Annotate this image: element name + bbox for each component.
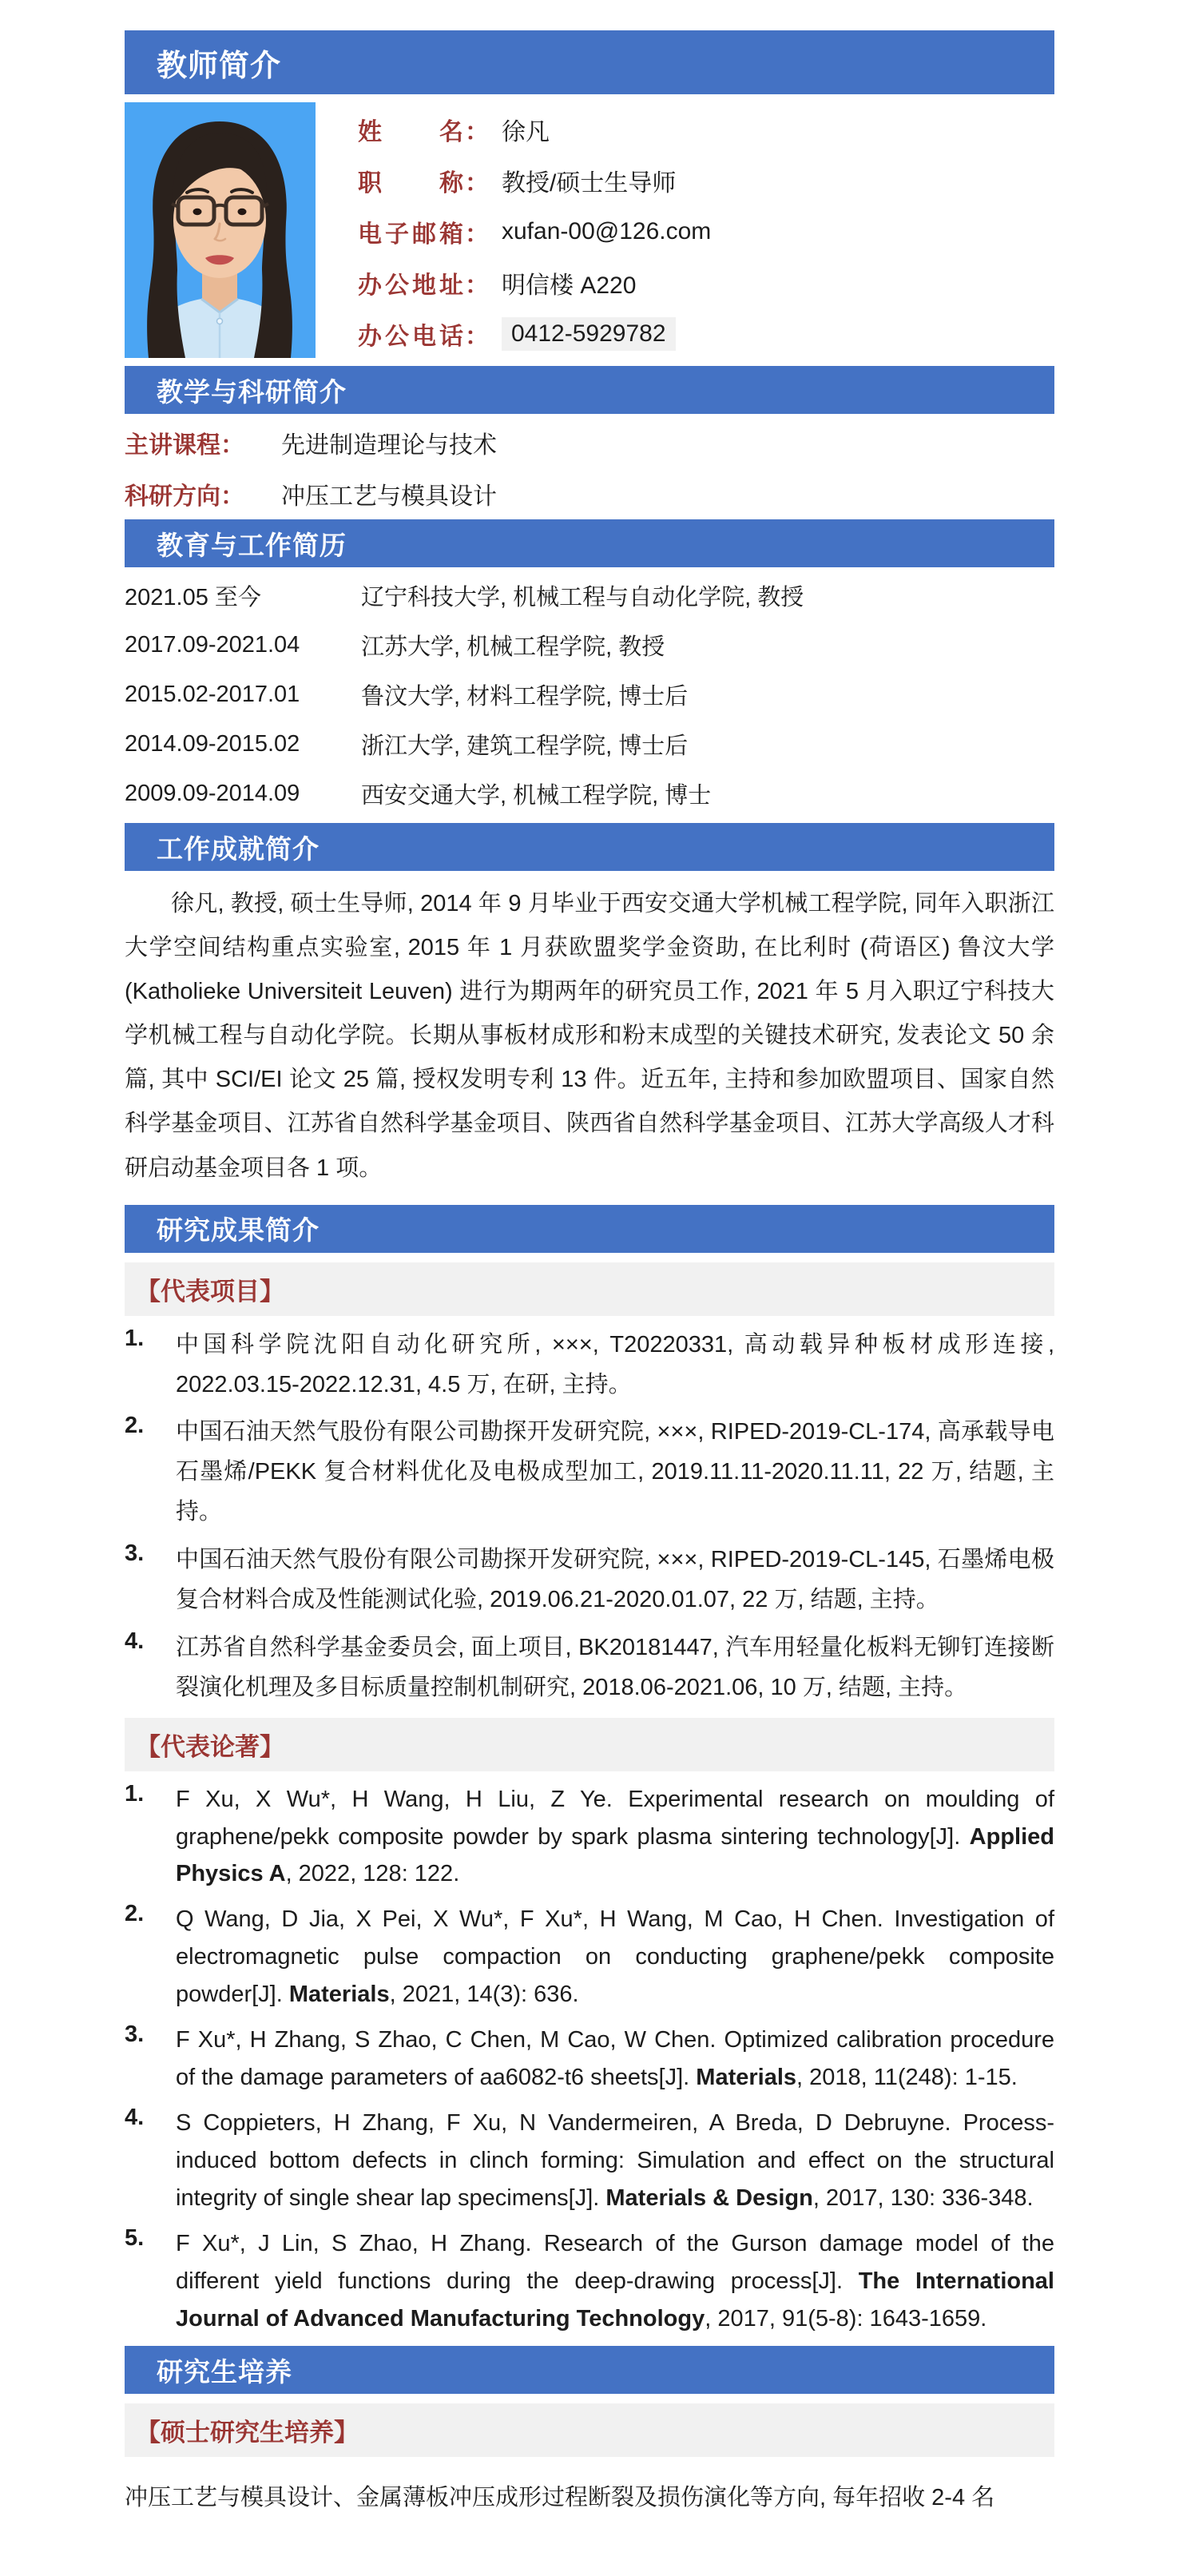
field-value: 0412-5929782 xyxy=(502,317,676,351)
section-title: 研究生培养 xyxy=(157,2356,292,2387)
profile-field-row xyxy=(358,104,711,155)
project-text: 江苏省自然科学基金委员会, 面上项目, BK20181447, 汽车用轻量化板料无铆钉连接断裂演化机理及多目标质量控制机制研究, 2018.06-2021.06, 10 万, 结题, 主持。 xyxy=(176,1634,1054,1700)
field-label: 职称 xyxy=(358,170,463,197)
history-row xyxy=(125,670,1054,719)
publication-text xyxy=(176,2021,1054,2097)
field-value: xufan-00@126.com xyxy=(502,218,712,244)
publications-heading: 【代表论著】 xyxy=(125,1718,1054,1771)
item-number: 1. xyxy=(125,1325,145,1351)
field-label: 办公地址 xyxy=(358,272,463,299)
publication-segment: Q Wang, D Jia, X Pei, X Wu*, F Xu*, H Wang, M Cao, H Chen. Investigation of electromagnetic pulse compaction on conducting graphene/pekk composite powder[J]. xyxy=(176,1906,1054,2008)
portrait-illustration xyxy=(125,102,316,358)
item-number: 3. xyxy=(125,1540,145,1567)
publication-item xyxy=(125,2021,1054,2097)
item-number: 5. xyxy=(125,2225,145,2252)
publication-segment: , 2022, 128: 122. xyxy=(285,1861,460,1887)
item-number: 3. xyxy=(125,2021,145,2048)
field-colon: ： xyxy=(465,221,489,248)
field-label: 姓名 xyxy=(358,119,463,145)
publication-segment: F Xu*, J Lin, S Zhao, H Zhang. Research of the Gurson damage model of the different yield functions during the deep-drawing process[J]. xyxy=(176,2231,1054,2295)
item-number: 2. xyxy=(125,1901,145,1927)
history-row xyxy=(125,719,1054,769)
journal-name: Materials xyxy=(696,2065,797,2091)
projects-heading: 【代表项目】 xyxy=(125,1262,1054,1316)
history-period: 2014.09-2015.02 xyxy=(125,730,300,757)
course-colon: ： xyxy=(220,483,244,510)
history-detail: 西安交通大学, 机械工程学院, 博士 xyxy=(361,782,712,809)
field-value: 教授/硕士生导师 xyxy=(502,170,677,197)
history-period: 2015.02-2017.01 xyxy=(125,681,300,707)
section-title: 教育与工作简历 xyxy=(157,530,347,560)
field-label: 电子邮箱 xyxy=(358,221,463,248)
profile-field-row xyxy=(358,257,711,308)
publication-segment: F Xu*, H Zhang, S Zhao, C Chen, M Cao, W Chen. Optimized calibration procedure of the damage parameters of aa6082-t6 sheets[J]. xyxy=(176,2027,1054,2091)
publication-text xyxy=(176,1901,1054,2013)
profile-field-row xyxy=(358,155,711,206)
graduate-text: 冲压工艺与模具设计、金属薄板冲压成形过程断裂及损伤演化等方向, 每年招收 2-4 名 xyxy=(125,2485,995,2511)
history-period: 2021.05 至今 xyxy=(125,584,261,610)
graduate-subheading: 【硕士研究生培养】 xyxy=(125,2403,1054,2457)
journal-name: Materials xyxy=(288,1982,390,2008)
section-title: 研究成果简介 xyxy=(157,1215,320,1246)
section-header-history xyxy=(125,519,1054,567)
section-graduate xyxy=(125,2346,1054,2520)
section-header-achievement xyxy=(125,823,1054,871)
project-text: 中国科学院沈阳自动化研究所, ×××, T20220331, 高动载异种板材成形连接, 2022.03.15-2022.12.31, 4.5 万, 在研, 主持。 xyxy=(176,1331,1054,1397)
section-teacher xyxy=(125,30,1054,366)
profile-field-row xyxy=(358,206,711,257)
course-row xyxy=(125,417,1054,468)
field-value: 明信楼 A220 xyxy=(502,272,637,299)
history-row xyxy=(125,570,1054,620)
journal-name: The International Journal of Advanced Manufacturing Technology xyxy=(176,2268,1054,2332)
publication-segment: , 2017, 91(5-8): 1643-1659. xyxy=(705,2306,987,2332)
history-period: 2017.09-2021.04 xyxy=(125,631,300,658)
history-period: 2009.09-2014.09 xyxy=(125,780,300,806)
publication-text xyxy=(176,2105,1054,2217)
field-label: 办公电话 xyxy=(358,324,463,350)
profile-field-row xyxy=(358,308,711,360)
field-colon: ： xyxy=(465,324,489,350)
section-title: 教学与科研简介 xyxy=(157,376,347,407)
project-text: 中国石油天然气股份有限公司勘探开发研究院, ×××, RIPED-2019-CL-174, 高承载导电石墨烯/PEKK 复合材料优化及电极成型加工, 2019.11.11-2020.11.11, 22 万, 结题, 主持。 xyxy=(176,1419,1054,1525)
course-row xyxy=(125,468,1054,519)
publication-text xyxy=(176,2225,1054,2338)
history-row xyxy=(125,620,1054,670)
item-number: 2. xyxy=(125,1413,145,1439)
publication-item xyxy=(125,2105,1054,2217)
publication-segment: , 2017, 130: 336-348. xyxy=(812,2185,1034,2212)
publication-item xyxy=(125,2225,1054,2338)
publication-segment: F Xu, X Wu*, H Wang, H Liu, Z Ye. Experimental research on moulding of graphene/pekk composite powder by spark plasma sintering technology[J]. xyxy=(176,1786,1054,1850)
section-title: 工作成就简介 xyxy=(157,833,320,864)
project-item xyxy=(125,1326,1054,1405)
item-number: 4. xyxy=(125,1628,145,1654)
journal-name: Applied Physics A xyxy=(176,1823,1054,1887)
section-header-teaching xyxy=(125,366,1054,414)
publication-item xyxy=(125,1781,1054,1894)
section-history xyxy=(125,519,1054,823)
publication-text xyxy=(176,1781,1054,1894)
course-label: 科研方向： xyxy=(125,483,244,510)
history-detail: 浙江大学, 建筑工程学院, 博士后 xyxy=(361,733,689,759)
project-text: 中国石油天然气股份有限公司勘探开发研究院, ×××, RIPED-2019-CL-145, 石墨烯电极复合材料合成及性能测试化验, 2019.06.21-2020.01.07, 22 万, 结题, 主持。 xyxy=(176,1547,1054,1612)
publication-segment: S Coppieters, H Zhang, F Xu, N Vandermeiren, A Breda, D Debruyne. Process-induced bottom defects in clinch forming: Simulation and effect on the structural integrity of single shear lap specimens[J]. xyxy=(176,2110,1054,2212)
field-colon: ： xyxy=(465,272,489,299)
publication-segment: , 2018, 11(248): 1-15. xyxy=(796,2065,1018,2091)
teacher-photo xyxy=(125,102,316,358)
section-title: 教师简介 xyxy=(157,49,282,83)
section-teaching xyxy=(125,366,1054,519)
item-number: 4. xyxy=(125,2105,145,2131)
history-rows xyxy=(125,567,1054,823)
history-detail: 辽宁科技大学, 机械工程与自动化学院, 教授 xyxy=(361,584,804,610)
publication-item xyxy=(125,1901,1054,2013)
journal-name: Materials & Design xyxy=(605,2185,813,2212)
course-colon: ： xyxy=(220,432,244,459)
achievement-paragraph: 徐凡, 教授, 硕士生导师, 2014 年 9 月毕业于西安交通大学机械工程学院, 同年入职浙江大学空间结构重点实验室, 2015 年 1 月获欧盟奖学金资助, 在比利时 (荷语区) 鲁汶大学 (Katholieke Universiteit Leuven) 进行为期两年的研究员工作, 2021 年 5 月入职辽宁科技大学机械工程与自动化学院。长期从事板材成形和粉末成型的关键技术研究, 发表论文 50 余篇, 其中 SCI/EI 论文 25 篇, 授权发明专利 13 件。近五年, 主持和参加欧盟项目、国家自然科学基金项目、江苏省自然科学基金项目、陕西省自然科学基金项目、江苏大学高级人才科研启动基金项目各 1 项。 xyxy=(125,891,1054,1181)
item-number: 1. xyxy=(125,1780,145,1807)
history-detail: 江苏大学, 机械工程学院, 教授 xyxy=(361,634,665,660)
profile-fields xyxy=(358,102,711,360)
section-header-graduate xyxy=(125,2346,1054,2394)
section-research xyxy=(125,1205,1054,2338)
course-value: 先进制造理论与技术 xyxy=(281,432,497,459)
field-value: 徐凡 xyxy=(502,119,550,145)
section-header-research xyxy=(125,1205,1054,1253)
project-item xyxy=(125,1540,1054,1620)
profile-block xyxy=(125,94,1054,366)
section-header-teacher xyxy=(125,30,1054,94)
field-colon: ： xyxy=(465,119,489,145)
history-row xyxy=(125,769,1054,818)
field-colon: ： xyxy=(465,170,489,197)
projects-list xyxy=(125,1326,1054,1708)
project-item xyxy=(125,1413,1054,1532)
section-achievement xyxy=(125,823,1054,1191)
teaching-rows xyxy=(125,414,1054,519)
publication-segment: , 2021, 14(3): 636. xyxy=(389,1982,579,2008)
course-value: 冲压工艺与模具设计 xyxy=(281,483,497,510)
history-detail: 鲁汶大学, 材料工程学院, 博士后 xyxy=(361,683,689,710)
course-label: 主讲课程： xyxy=(125,432,244,459)
publications-list xyxy=(125,1781,1054,2339)
project-item xyxy=(125,1628,1054,1708)
